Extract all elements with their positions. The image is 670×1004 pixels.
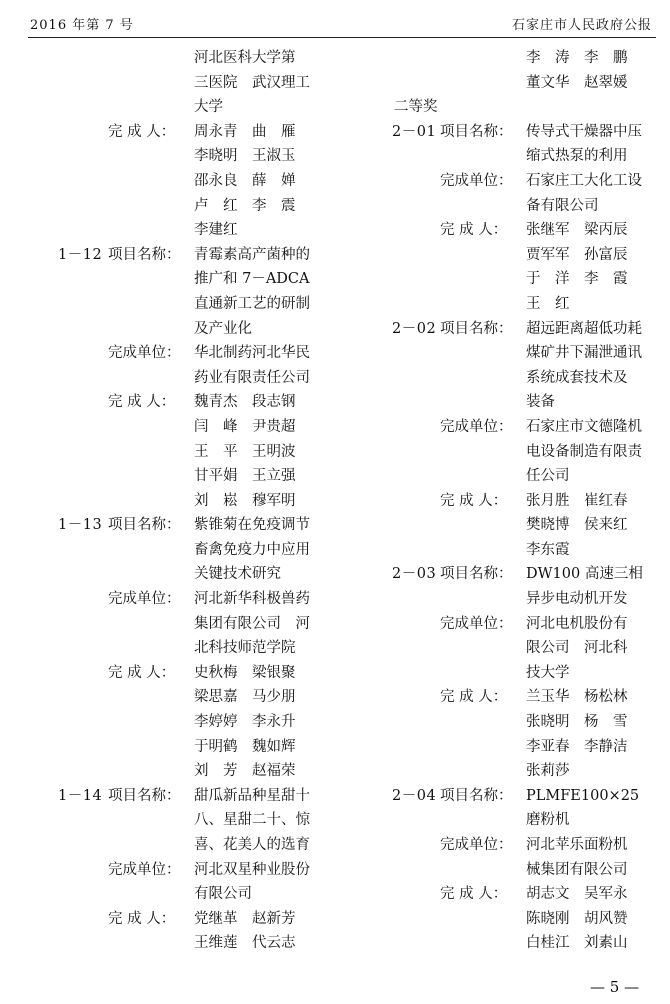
text-line bbox=[28, 808, 348, 833]
field-value: 兰玉华 杨松林 bbox=[526, 689, 628, 706]
field-value: 甘平娟 王立强 bbox=[194, 468, 296, 485]
field-value: 甜瓜新品种星甜十 bbox=[194, 787, 310, 804]
field-value: 魏青杰 段志钢 bbox=[194, 394, 296, 411]
text-line bbox=[360, 46, 660, 71]
field-value: 华北制药河北华民 bbox=[194, 345, 310, 362]
field-value: 青霉素高产菌种的 bbox=[194, 246, 310, 263]
text-line bbox=[360, 735, 660, 760]
field-value: 王 红 bbox=[526, 295, 570, 312]
field-value: 八、星甜二十、惊 bbox=[194, 812, 310, 829]
field-value: 刘 芳 赵福荣 bbox=[194, 763, 296, 780]
text-line bbox=[28, 858, 348, 883]
text-line bbox=[28, 390, 348, 415]
field-value: 及产业化 bbox=[194, 320, 252, 337]
text-line bbox=[360, 661, 660, 686]
text-line bbox=[28, 366, 348, 391]
field-value: 河北苹乐面粉机 bbox=[526, 837, 628, 853]
field-label: 完成单位： bbox=[108, 591, 181, 608]
field-label: 完成单位： bbox=[440, 837, 513, 853]
field-label: 项目名称： bbox=[108, 517, 181, 534]
text-line bbox=[28, 612, 348, 637]
field-value: 于 洋 李 霞 bbox=[526, 271, 628, 288]
field-label: 项目名称： bbox=[440, 787, 513, 804]
field-label: 完 成 人： bbox=[108, 123, 176, 140]
text-line bbox=[28, 267, 348, 292]
field-value: 胡志文 吴军永 bbox=[526, 886, 628, 903]
field-value: 董文华 赵翠媛 bbox=[526, 74, 628, 91]
field-value: 周永青 曲 雁 bbox=[194, 123, 296, 140]
text-line bbox=[360, 144, 660, 169]
text-line bbox=[360, 513, 660, 538]
issue-label: 2016 年第 7 号 bbox=[30, 18, 134, 33]
text-line bbox=[360, 808, 660, 833]
field-value: 装备 bbox=[526, 394, 555, 411]
field-value: 传导式干燥器中压 bbox=[526, 123, 642, 140]
field-value: 闫 峰 尹贵超 bbox=[194, 418, 296, 435]
text-line bbox=[360, 538, 660, 563]
text-line bbox=[28, 661, 348, 686]
field-value: 技大学 bbox=[526, 664, 570, 681]
text-line bbox=[360, 415, 660, 440]
field-value: 邵永良 薛 婵 bbox=[194, 172, 296, 189]
field-label: 项目名称： bbox=[440, 320, 513, 337]
text-line bbox=[360, 489, 660, 514]
field-value: 李亚春 李静洁 bbox=[526, 738, 628, 755]
field-value: 关键技术研究 bbox=[194, 566, 281, 583]
field-value: 贾军军 孙富辰 bbox=[526, 246, 628, 263]
text-line bbox=[360, 194, 660, 219]
field-value: 河北新华科极兽药 bbox=[194, 591, 310, 608]
text-line bbox=[360, 267, 660, 292]
project-code: 2－03 bbox=[392, 566, 437, 583]
text-line bbox=[28, 144, 348, 169]
project-code: 1－13 bbox=[58, 517, 103, 534]
project-code: 2－02 bbox=[392, 320, 437, 337]
field-label: 完成单位： bbox=[108, 861, 181, 878]
field-label: 完 成 人： bbox=[440, 886, 508, 903]
text-line bbox=[360, 366, 660, 391]
text-line bbox=[28, 759, 348, 784]
field-value: 河北双星种业股份 bbox=[194, 861, 310, 878]
text-line bbox=[28, 440, 348, 465]
text-line bbox=[28, 489, 348, 514]
text-line bbox=[360, 931, 660, 956]
text-line bbox=[360, 858, 660, 883]
text-line bbox=[360, 562, 660, 587]
field-value: 电设备制造有限责 bbox=[526, 443, 642, 460]
text-line bbox=[28, 833, 348, 858]
text-line bbox=[360, 833, 660, 858]
text-line bbox=[28, 562, 348, 587]
text-line bbox=[360, 218, 660, 243]
field-label: 完 成 人： bbox=[108, 910, 176, 927]
field-value: 河北医科大学第 bbox=[194, 50, 296, 66]
field-value: 王 平 王明波 bbox=[194, 443, 296, 460]
text-line bbox=[28, 784, 348, 809]
field-value: 磨粉机 bbox=[526, 812, 570, 829]
field-value: 陈晓刚 胡风赞 bbox=[526, 910, 628, 927]
field-value: 推广和 7－ADCA bbox=[194, 271, 310, 288]
project-code: 2－04 bbox=[392, 787, 437, 804]
text-line bbox=[360, 341, 660, 366]
text-line bbox=[28, 907, 348, 932]
project-code: 2－01 bbox=[392, 123, 437, 140]
left-column bbox=[28, 46, 348, 956]
field-value: 直通新工艺的研制 bbox=[194, 295, 310, 312]
text-line bbox=[360, 636, 660, 661]
text-line bbox=[360, 169, 660, 194]
field-value: 药业有限责任公司 bbox=[194, 369, 310, 386]
field-value: 王维莲 代云志 bbox=[194, 935, 296, 952]
field-value: 任公司 bbox=[526, 468, 570, 485]
field-value: 大学 bbox=[194, 99, 223, 116]
field-value: 畜禽免疫力中应用 bbox=[194, 541, 310, 558]
field-value: 缩式热泵的利用 bbox=[526, 148, 628, 165]
text-line bbox=[360, 464, 660, 489]
field-value: 李东霞 bbox=[526, 541, 570, 558]
field-label: 完成单位： bbox=[108, 345, 181, 362]
field-value: 卢 红 李 震 bbox=[194, 197, 296, 214]
field-label: 完 成 人： bbox=[440, 689, 508, 706]
field-value: 石家庄市文德隆机 bbox=[526, 418, 642, 435]
text-line bbox=[360, 120, 660, 145]
page-number: — 5 — bbox=[590, 978, 640, 996]
field-label: 完 成 人： bbox=[108, 394, 176, 411]
field-value: 张月胜 崔红春 bbox=[526, 492, 628, 509]
text-line bbox=[28, 317, 348, 342]
field-value: 张继军 梁丙辰 bbox=[526, 222, 628, 239]
text-line bbox=[28, 735, 348, 760]
text-line bbox=[28, 931, 348, 956]
field-value: 梁思嘉 马少朋 bbox=[194, 689, 296, 706]
text-line bbox=[28, 587, 348, 612]
page-header bbox=[0, 0, 670, 40]
text-line bbox=[28, 71, 348, 96]
field-value: 白桂江 刘素山 bbox=[526, 935, 628, 952]
field-value: 李 涛 李 鹏 bbox=[526, 50, 628, 66]
field-label: 完 成 人： bbox=[108, 664, 176, 681]
text-line bbox=[28, 46, 348, 71]
text-line bbox=[28, 218, 348, 243]
text-line bbox=[360, 317, 660, 342]
field-label: 完成单位： bbox=[440, 615, 513, 632]
text-line bbox=[28, 341, 348, 366]
field-label: 完成单位： bbox=[440, 172, 513, 189]
field-value: 北科技师范学院 bbox=[194, 640, 296, 657]
field-value: 集团有限公司 河 bbox=[194, 615, 310, 632]
text-line bbox=[360, 587, 660, 612]
field-value: 石家庄工大化工设 bbox=[526, 172, 642, 189]
field-value: 限公司 河北科 bbox=[526, 640, 628, 657]
text-line bbox=[360, 710, 660, 735]
publication-title: 石家庄市人民政府公报 bbox=[511, 18, 652, 33]
field-value: 樊晓博 侯来红 bbox=[526, 517, 628, 534]
text-line bbox=[360, 292, 660, 317]
award-heading: 二等奖 bbox=[394, 99, 438, 116]
text-line bbox=[360, 759, 660, 784]
project-code: 1－12 bbox=[58, 246, 103, 263]
text-line bbox=[28, 464, 348, 489]
field-value: 张晓明 杨 雪 bbox=[526, 714, 628, 731]
text-line bbox=[360, 390, 660, 415]
text-line bbox=[360, 882, 660, 907]
field-value: 河北电机股份有 bbox=[526, 615, 628, 632]
field-value: DW100 高速三相 bbox=[526, 566, 643, 583]
field-label: 项目名称： bbox=[108, 246, 181, 263]
header-rule bbox=[28, 37, 656, 38]
text-line bbox=[360, 71, 660, 96]
field-value: 有限公司 bbox=[194, 886, 252, 903]
text-line bbox=[28, 169, 348, 194]
text-line bbox=[360, 95, 660, 120]
field-label: 完 成 人： bbox=[440, 222, 508, 239]
field-value: 李婷婷 李永升 bbox=[194, 714, 296, 731]
text-line bbox=[28, 120, 348, 145]
text-line bbox=[360, 243, 660, 268]
text-line bbox=[28, 95, 348, 120]
field-value: 煤矿井下漏泄通讯 bbox=[526, 345, 642, 362]
field-label: 完成单位： bbox=[440, 418, 513, 435]
field-value: 喜、花美人的选育 bbox=[194, 837, 310, 853]
field-value: 张莉莎 bbox=[526, 763, 570, 780]
text-line bbox=[360, 612, 660, 637]
field-value: 超远距离超低功耗 bbox=[526, 320, 642, 337]
field-value: 械集团有限公司 bbox=[526, 861, 628, 878]
field-value: 三医院 武汉理工 bbox=[194, 74, 310, 91]
text-line bbox=[28, 292, 348, 317]
text-line bbox=[360, 907, 660, 932]
text-line bbox=[360, 784, 660, 809]
field-label: 完 成 人： bbox=[440, 492, 508, 509]
field-value: 备有限公司 bbox=[526, 197, 599, 214]
text-line bbox=[28, 194, 348, 219]
text-line bbox=[28, 243, 348, 268]
field-value: PLMFE100×25 bbox=[526, 787, 640, 804]
text-line bbox=[28, 685, 348, 710]
project-code: 1－14 bbox=[58, 787, 103, 804]
field-value: 系统成套技术及 bbox=[526, 369, 628, 386]
right-column bbox=[360, 46, 660, 956]
field-label: 项目名称： bbox=[108, 787, 181, 804]
field-value: 党继革 赵新芳 bbox=[194, 910, 296, 927]
text-line bbox=[360, 685, 660, 710]
text-line bbox=[28, 513, 348, 538]
text-line bbox=[28, 415, 348, 440]
text-line bbox=[28, 636, 348, 661]
text-line bbox=[28, 882, 348, 907]
field-value: 异步电动机开发 bbox=[526, 591, 628, 608]
text-line bbox=[360, 440, 660, 465]
field-label: 项目名称： bbox=[440, 123, 513, 140]
field-value: 紫锥菊在免疫调节 bbox=[194, 517, 310, 534]
field-value: 刘 崧 穆军明 bbox=[194, 492, 296, 509]
text-line bbox=[28, 710, 348, 735]
text-line bbox=[28, 538, 348, 563]
field-label: 项目名称： bbox=[440, 566, 513, 583]
field-value: 李晓明 王淑玉 bbox=[194, 148, 296, 165]
field-value: 于明鹤 魏如辉 bbox=[194, 738, 296, 755]
field-value: 李建红 bbox=[194, 222, 238, 239]
field-value: 史秋梅 梁银聚 bbox=[194, 664, 296, 681]
